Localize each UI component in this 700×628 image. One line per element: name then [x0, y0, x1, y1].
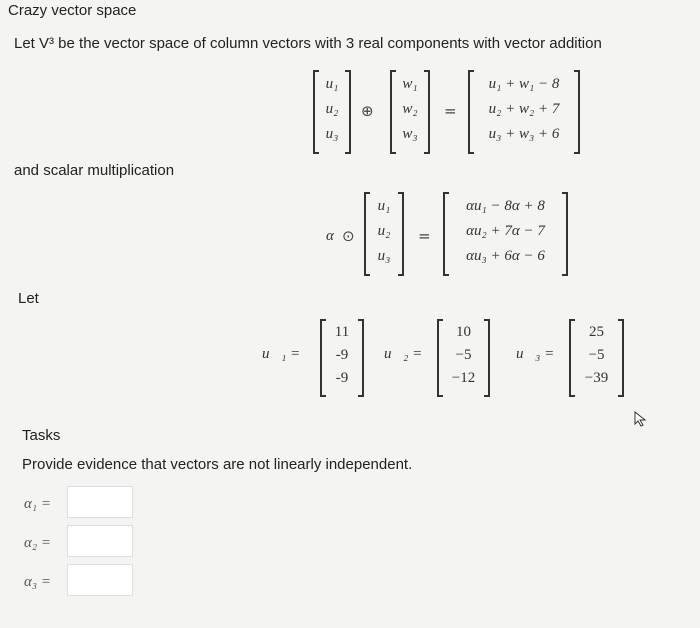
intro-text: Let V³ be the vector space of column vectors with 3 real components with vector addition [14, 35, 602, 52]
equals-sign: = [418, 227, 431, 245]
matrix-cell: u₂ + w₂ + 7 [488, 101, 560, 117]
matrix-u-add [313, 72, 351, 152]
matrix-cell: u₃ [325, 126, 339, 142]
matrix-cell: αu₂ + 7α − 7 [466, 223, 545, 239]
vector-value: -9 [335, 370, 349, 386]
matrix-w-add [390, 72, 430, 152]
vector-value: -9 [335, 347, 349, 363]
page-title: Crazy vector space [8, 2, 137, 19]
matrix-cell: u₃ [377, 248, 391, 264]
tasks-heading: Tasks [22, 427, 61, 444]
alpha2-input[interactable] [67, 525, 133, 557]
scalar-intro-text: and scalar multiplication [14, 162, 175, 179]
alpha3-label: α₃ = [24, 574, 51, 590]
vector-label-u1: u⃗₁ = [262, 346, 301, 362]
matrix-cell: u₃ + w₃ + 6 [488, 126, 560, 142]
matrix-u-scalar [364, 194, 404, 274]
vector-u2 [437, 321, 490, 395]
alpha1-label: α₁ = [24, 496, 51, 512]
matrix-cell: w₃ [402, 126, 418, 142]
vector-value: 10 [456, 324, 471, 340]
matrix-cell: u₁ [377, 198, 391, 214]
vector-value: −5 [455, 347, 472, 363]
matrix-cell: αu₃ + 6α − 6 [466, 248, 545, 264]
matrix-add-result [468, 72, 580, 152]
vector-u3 [569, 321, 624, 395]
oplus-operator: ⊕ [361, 102, 374, 120]
alpha-symbol: α [326, 228, 334, 244]
odot-operator: ⊙ [342, 227, 355, 245]
alpha3-input[interactable] [67, 564, 133, 596]
matrix-cell: u₁ [325, 76, 339, 92]
vector-label-u3: u⃗₃ = [516, 346, 555, 362]
task-instruction: Provide evidence that vectors are not linearly independent. [22, 456, 413, 473]
let-text: Let [18, 290, 39, 307]
vector-u1 [320, 321, 364, 395]
vector-value: −5 [588, 347, 605, 363]
vector-value: 11 [334, 324, 350, 340]
matrix-cell: w₂ [402, 101, 418, 117]
matrix-cell: αu₁ − 8α + 8 [466, 198, 545, 214]
vector-value: −12 [451, 370, 476, 386]
matrix-cell: u₂ [325, 101, 339, 117]
alpha1-input[interactable] [67, 486, 133, 518]
alpha2-label: α₂ = [24, 535, 51, 551]
matrix-cell: u₁ + w₁ − 8 [488, 76, 560, 92]
vector-value: −39 [584, 370, 609, 386]
arrow-cursor-icon [634, 411, 648, 432]
matrix-cell: u₂ [377, 223, 391, 239]
equals-sign: = [444, 102, 457, 120]
matrix-cell: w₁ [402, 76, 418, 92]
vector-label-u2: u⃗₂ = [384, 346, 423, 362]
vector-value: 25 [589, 324, 604, 340]
matrix-scalar-result [443, 194, 568, 274]
